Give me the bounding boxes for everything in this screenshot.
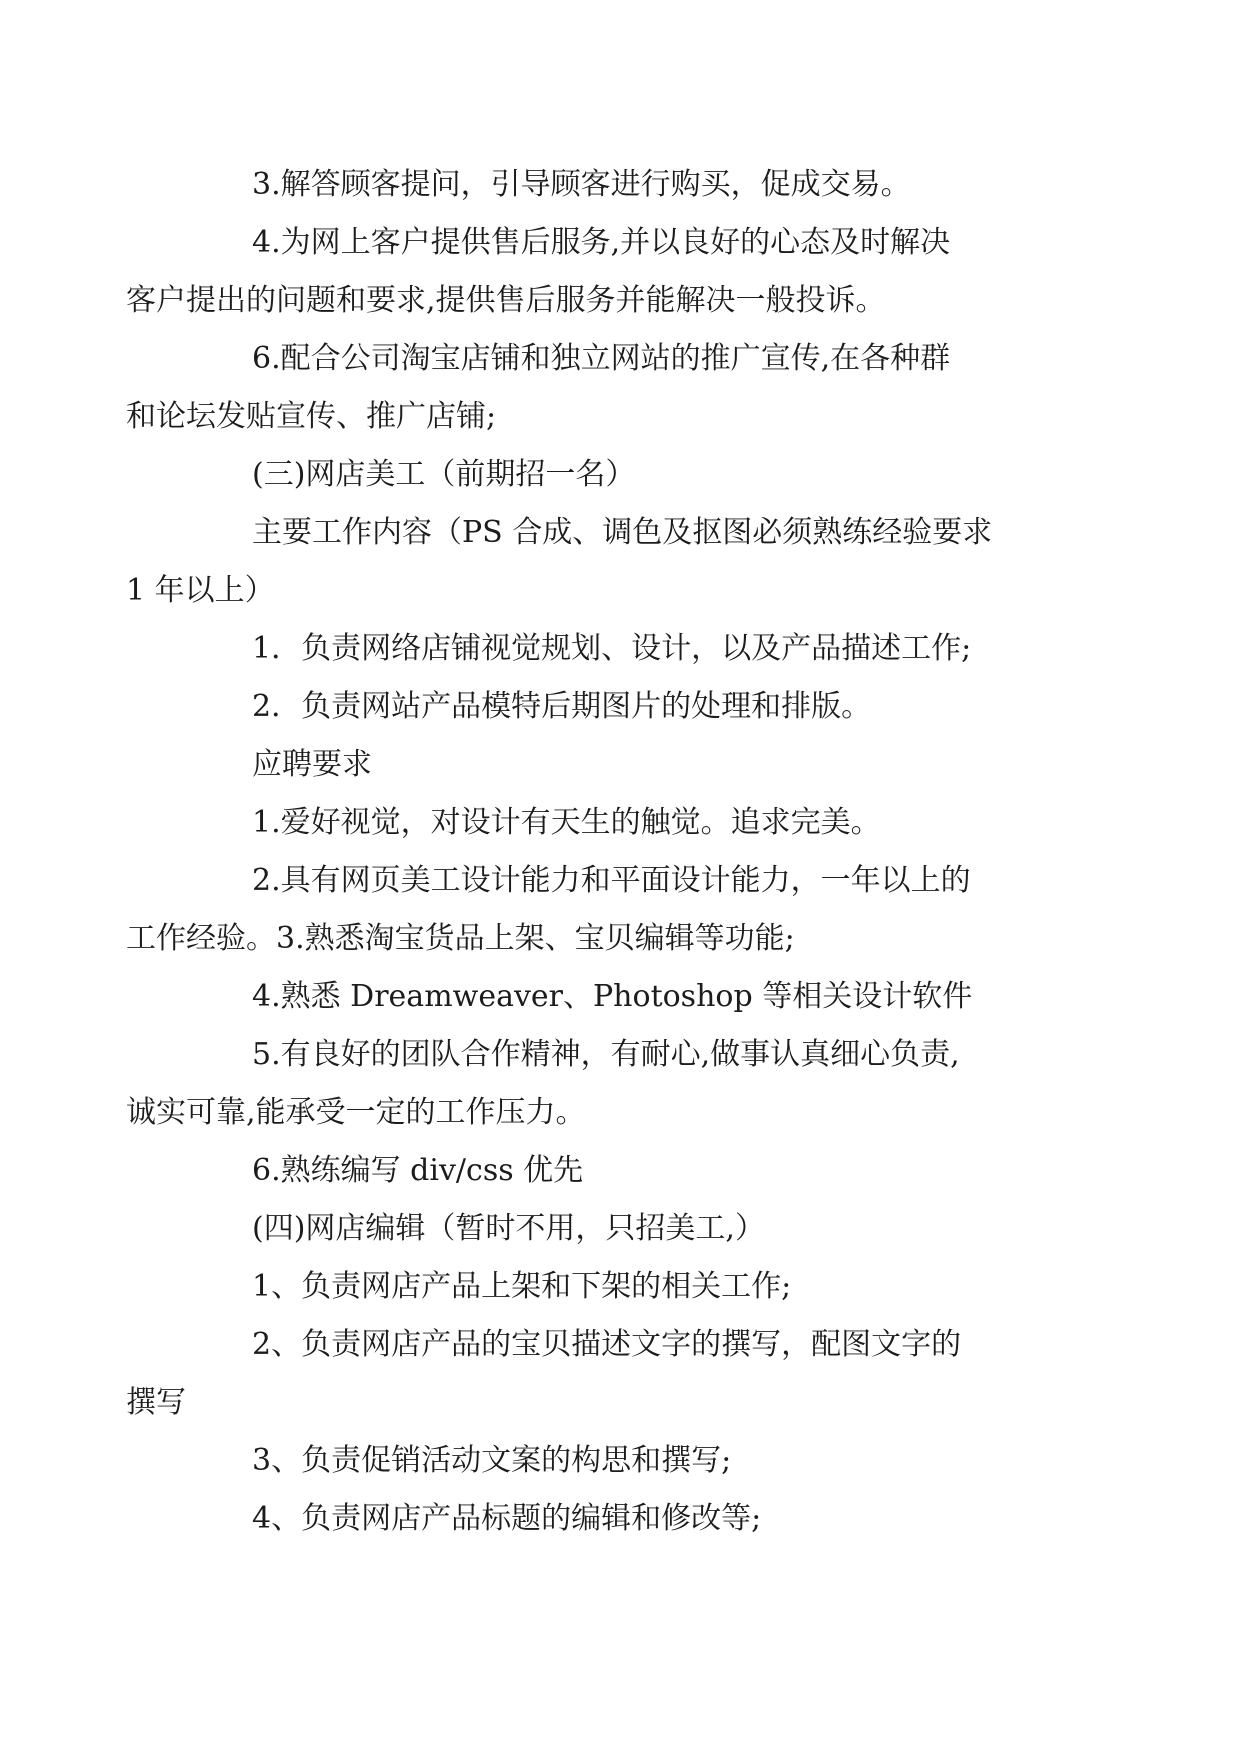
- paragraph: [126, 214, 1059, 330]
- paragraph: [189, 620, 1059, 678]
- text-line: 应聘要求: [252, 747, 372, 782]
- text-line: 4、负责网店产品标题的编辑和修改等;: [252, 1501, 762, 1536]
- text-line: 2、负责网店产品的宝贝描述文字的撰写，配图文字的: [252, 1327, 962, 1362]
- paragraph: [189, 678, 1059, 736]
- text-line: 客户提出的问题和要求,提供售后服务并能解决一般投诉。: [126, 283, 886, 318]
- text-line: 3、负责促销活动文案的构思和撰写;: [252, 1443, 732, 1478]
- paragraph: [189, 156, 1059, 214]
- paragraph: [126, 852, 1059, 968]
- text-line: 4.熟悉 Dreamweaver、Photoshop 等相关设计软件: [252, 979, 973, 1014]
- text-line: 2．负责网站产品模特后期图片的处理和排版。: [252, 689, 872, 724]
- text-line: 6.熟练编写 div/css 优先: [252, 1153, 584, 1188]
- text-line: 和论坛发贴宣传、推广店铺;: [126, 399, 497, 434]
- text-line: 诚实可靠,能承受一定的工作压力。: [126, 1095, 586, 1130]
- text-line: 工作经验。3.熟悉淘宝货品上架、宝贝编辑等功能;: [126, 921, 795, 956]
- text-line: 2.具有网页美工设计能力和平面设计能力，一年以上的: [252, 863, 971, 898]
- paragraph: [126, 330, 1059, 446]
- text-line: 3.解答顾客提问，引导顾客进行购买，促成交易。: [252, 167, 911, 202]
- text-line: 1.爱好视觉，对设计有天生的触觉。追求完美。: [252, 805, 881, 840]
- paragraph: [126, 1316, 1059, 1432]
- paragraph: [189, 1490, 1059, 1548]
- section-heading: [189, 446, 1059, 504]
- text-line: 6.配合公司淘宝店铺和独立网站的推广宣传,在各种群: [252, 341, 951, 376]
- text-line: (三)网店美工（前期招一名）: [252, 457, 636, 492]
- text-line: 主要工作内容（PS 合成、调色及抠图必须熟练经验要求: [252, 515, 993, 550]
- subheading: [189, 736, 1059, 794]
- paragraph: [189, 1258, 1059, 1316]
- text-line: (四)网店编辑（暂时不用，只招美工,）: [252, 1211, 765, 1246]
- text-line: 撰写: [126, 1385, 186, 1420]
- text-line: 1．负责网络店铺视觉规划、设计，以及产品描述工作;: [252, 631, 972, 666]
- text-line: 1 年以上）: [126, 573, 275, 608]
- paragraph: [126, 504, 1059, 620]
- section-heading: [189, 1200, 1059, 1258]
- text-line: 5.有良好的团队合作精神，有耐心,做事认真细心负责,: [252, 1037, 960, 1072]
- text-line: 4.为网上客户提供售后服务,并以良好的心态及时解决: [252, 225, 951, 260]
- paragraph: [189, 1142, 1059, 1200]
- document-body: [126, 156, 1059, 1548]
- paragraph: [189, 1432, 1059, 1490]
- paragraph: [189, 794, 1059, 852]
- paragraph: [126, 1026, 1059, 1142]
- text-line: 1、负责网店产品上架和下架的相关工作;: [252, 1269, 792, 1304]
- paragraph: [189, 968, 1059, 1026]
